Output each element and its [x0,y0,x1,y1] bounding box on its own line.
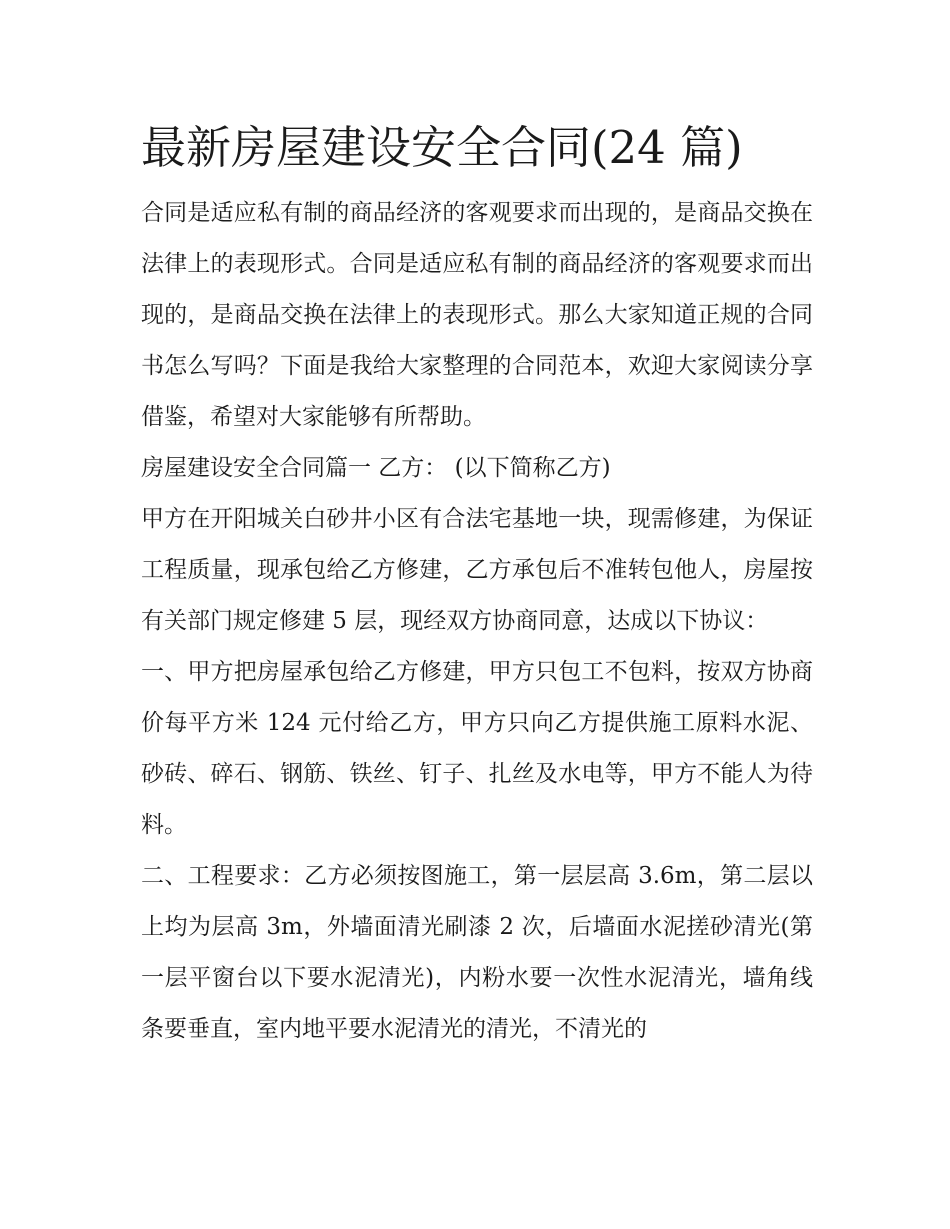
clause-two-paragraph: 二、工程要求：乙方必须按图施工，第一层层高 3.6m，第二层以上均为层高 3m，外墙面清光刷漆 2 次，后墙面水泥搓砂清光(第一层平窗台以下要水泥清光)，内粉水要一次性水泥清光，墙角线条要垂直，室内地平要水泥清光的清光，不清光的 [141,863,813,1042]
section-heading: 房屋建设安全合同篇一 乙方： (以下简称乙方) [141,455,611,481]
document-page [141,112,813,1055]
background-paragraph: 甲方在开阳城关白砂井小区有合法宅基地一块，现需修建，为保证工程质量，现承包给乙方修建，乙方承包后不准转包他人，房屋按有关部门规定修建 5 层，现经双方协商同意，达成以下协议： [141,506,813,634]
document-title: 最新房屋建设安全合同(24 篇) [141,121,743,174]
intro-paragraph: 合同是适应私有制的商品经济的客观要求而出现的，是商品交换在法律上的表现形式。合同是适应私有制的商品经济的客观要求而出现的，是商品交换在法律上的表现形式。那么大家知道正规的合同书怎么写吗？下面是我给大家整理的合同范本，欢迎大家阅读分享借鉴，希望对大家能够有所帮助。 [141,200,813,430]
clause-one-paragraph: 一、甲方把房屋承包给乙方修建，甲方只包工不包料，按双方协商价每平方米 124 元付给乙方，甲方只向乙方提供施工原料水泥、砂砖、碎石、钢筋、铁丝、钉子、扎丝及水电等，甲方不能人为待料。 [141,659,813,838]
